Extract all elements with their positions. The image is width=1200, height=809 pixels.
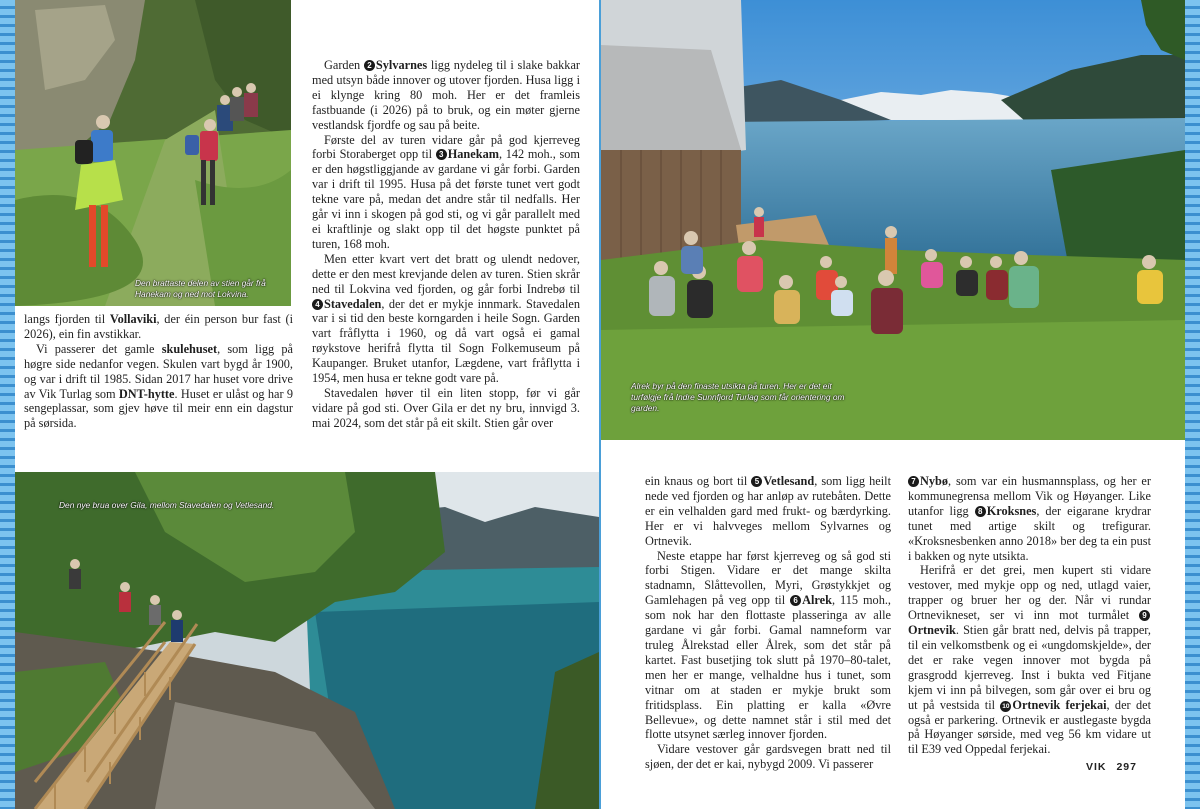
right-edge-stripe — [1185, 0, 1200, 809]
marker-5: 5 — [751, 476, 762, 487]
left-page — [15, 0, 599, 809]
photo-caption: Alrek byr på den finaste utsikta på turen. Her er det eit turfølgje frå Indre Sunnfjord Turlag som får orientering om garden. — [631, 381, 845, 413]
text-column-1-lower: langs fjorden til Vollaviki, der éin person bur fast (i 2026), ein fin avstikkar. Vi passerer det gamle skulehuset, som ligg på høgre side nedanfor vegen. Skulen vart bygd år 1900, og var i drift til 1985. Sidan 2017 har huset vore drive av Vik Turlag som DNT-hytte. Huset er ulåst og har 9 sengeplassar, som gjev høve til meir enn ein dagstur på sørsida. — [24, 312, 293, 431]
folio-label: VIK — [1085, 761, 1107, 773]
text-column-4: 7 Nybø, som var ein husmannsplass, og her er kommunegrensa mellom Vik og Høyanger. Like utanfor ligg 8 Kroksnes, der eigarane krydrar tunet med artige skilt og trefigurar. «Kroksnesbenken anno 2018» ber deg ta ein pust i bakken og nyte utsikta. Herifrå er det grei, men kupert sti vidare vestover, med mykje opp og ned, utlagd vaier, trapper og bruer her og der. Når vi rundar Ortnevikneset, ser vi inn mot turmålet 9Ortnevik. Stien går bratt ned, delvis på trapper, til ein velkomstbenk og ei «ungdomskjelde», der det er rake vegen innover mot bygda på grasgrodd kjerreveg. Inst i bukta ved Fitjane kjem vi inn på bilvegen, som går over ei bru og ut på vestsida til 10 Ortnevik ferjekai, der det også er parkering. Ortnevik er austlegaste bygda på Høyanger sørside, med veg 56 km vidare ut til E39 ved Oppedal ferjekai. — [908, 474, 1152, 757]
left-edge-stripe — [0, 0, 15, 809]
marker-7: 7 — [908, 476, 919, 487]
page-number: 297 — [1116, 761, 1137, 773]
photo-bridge-gila-image — [15, 472, 599, 809]
marker-8: 8 — [975, 506, 986, 517]
photo-hikers-path-image — [15, 0, 291, 306]
marker-10: 10 — [1002, 702, 1010, 710]
text-column-3: ein knaus og bort til 5 Vetlesand, som ligg heilt nede ved fjorden og har anløp av rutebåten. Dette er ein velhalden gard med frukt- og bærdyrking. Her er vi halvveges mellom Sylvarnes og Ortnevik. Neste etappe har først kjerreveg og så god sti forbi Stigen. Vidare er det mange skilta stadnamn, Slåttevollen, Myri, Grøstykkjet og Gamlehagen på veg opp til 6 Alrek, 115 moh., som nok har den flottaste plasseringa av alle gardane vi går forbi. Gamal namneform var truleg Ålrekstad eller Ålrek, som det står på kartet. Fast busetjing tok slutt på 1970–80-talet, men her er mange, velhaldne hus i tunet, som vitnar om at staden er mykje brukt som fritidsplass. Ein platting er kalla «Øvre Bellevue», og dette namnet står i stil med det flotte utsynet særleg innover fjorden. Vidare vestover går gardsvegen bratt ned til sjøen, der det er kai, nybygd 2009. Vi passerer — [645, 474, 891, 772]
marker-9: 9 — [1139, 610, 1150, 621]
photo-alrek-view-image — [601, 0, 1185, 440]
photo-hikers-path — [15, 0, 291, 306]
photo-alrek-view — [601, 0, 1185, 440]
marker-4: 4 — [312, 299, 323, 310]
marker-3: 3 — [436, 149, 447, 160]
marker-6: 6 — [790, 595, 801, 606]
photo-caption: Den brattaste delen av stien går frå Hanekam og ned mot Lokvina. — [135, 278, 266, 299]
photo-caption: Den nye brua over Gila, mellom Stavedalen og Vetlesand. — [59, 500, 275, 510]
marker-2: 2 — [364, 60, 375, 71]
page-footer — [1086, 761, 1137, 773]
right-page — [601, 0, 1185, 809]
text-column-2: Garden 2 Sylvarnes ligg nydeleg til i slake bakkar med utsyn både innover og utover fjorden. Husa ligg i ei klynge kring 80 moh. Her er det framleis fastbuande (i 2026) på to bruk, og ein møter gjerne vestlandsk fjordfe og sau på beite. Første del av turen vidare går på god kjerreveg forbi Storaberget opp til 3 Hanekam, 142 moh., som er den høgstliggjande av gardane vi går forbi. Garden var i drift til 1995. Husa på det første tunet vert godt tekne vare på, medan det andre står til nedfalls. Her går vi inn i skogen på god sti, og vi går parallelt med ei kraftlinje og slakt opp til det høgste punktet på turen, 168 moh. Men etter kvart vert det bratt og ulendt nedover, dette er den mest krevjande delen av turen. Stien skrår ned til Lokvina ved fjorden, og går forbi Indrebø til 4 Stavedalen, der det er mykje innmark. Stavedalen var i si tid den beste korngarden i heile Sogn. Garden vart fråflytta i 1960, og då vart også ei gamal røykstove herifrå flytta til Sogn Folkemuseum på Kaupanger. Bruket utanfor, Lægdene, vart fråflytta i 1954, men husa er tekne godt vare på. Stavedalen høver til ein liten stopp, før vi går vidare på god sti. Over Gila er det ny bru, innvigd 3. mai 2024, som det står på eit skilt. Stien går over — [312, 58, 580, 430]
photo-bridge-gila — [15, 472, 599, 809]
